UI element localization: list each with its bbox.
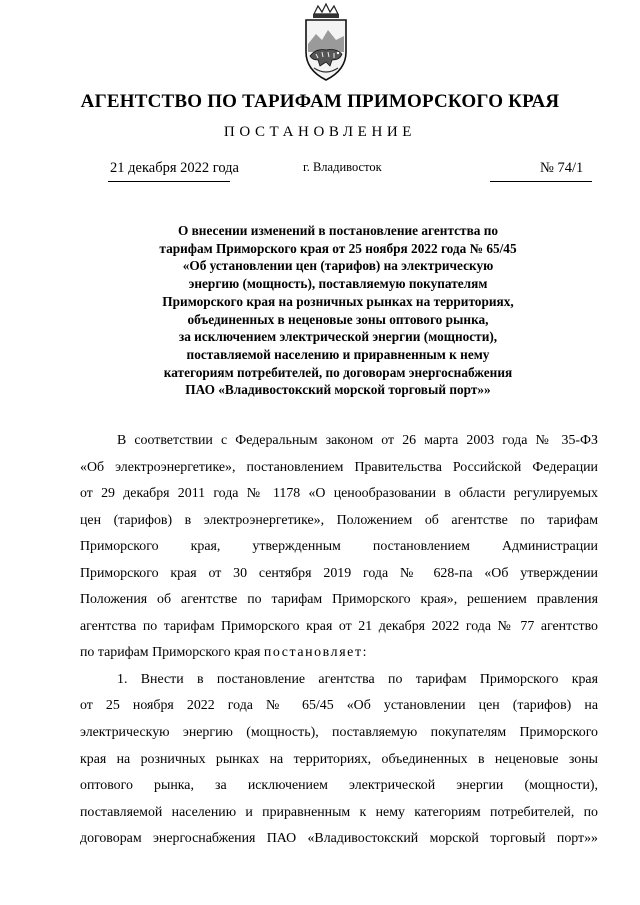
item1-line: договорам энергоснабжения ПАО «Владивостокский морской торговый порт»»: [80, 831, 598, 847]
item1-line: 1. Внести в постановление агентства по тарифам Приморского края: [117, 671, 598, 687]
subject-line: поставляемой населению и приравненным к нему: [186, 346, 490, 362]
preamble-final-line: [80, 640, 598, 667]
item1-line: электрическую энергию (мощность), поставляемую покупателям Приморского: [80, 725, 598, 741]
preamble-final-prefix: по тарифам Приморского края: [80, 645, 264, 661]
document-date: 21 декабря 2022 года: [110, 160, 239, 176]
preamble-line: от 29 декабря 2011 года № 1178 «О ценообразовании в области регулируемых: [80, 486, 598, 502]
document-subject: [100, 222, 576, 399]
item1-line: от 25 ноября 2022 года № 65/45 «Об установлении цен (тарифов) на: [80, 698, 598, 714]
preamble-line: В соответствии с Федеральным законом от 26 марта 2003 года № 35-ФЗ: [117, 433, 598, 448]
preamble-line: Приморского края, утвержденным постановлением Администрации: [80, 539, 598, 555]
agency-title: АГЕНТСТВО ПО ТАРИФАМ ПРИМОРСКОГО КРАЯ: [80, 91, 560, 112]
subject-line: Приморского края на розничных рынках на территориях,: [162, 293, 514, 309]
subject-line: энергию (мощность), поставляемую покупателям: [188, 276, 488, 292]
item1-line: края на розничных рынках на территориях, объединенных в неценовые зоны: [80, 751, 598, 767]
preamble-line: Положения об агентстве по тарифам Приморского края», решением правления: [80, 592, 598, 608]
preamble-line: Приморского края от 30 сентября 2019 года № 628-па «Об утверждении: [80, 565, 598, 581]
document-city: г. Владивосток: [303, 160, 382, 174]
preamble-line: агентства по тарифам Приморского края от 21 декабря 2022 года № 77 агентство: [80, 618, 598, 634]
document-type: ПОСТАНОВЛЕНИЕ: [223, 124, 417, 140]
primorsky-krai-coat-of-arms-icon: [296, 2, 356, 88]
document-body: [80, 428, 598, 853]
preamble-line: цен (тарифов) в электроэнергетике», Положением об агентстве по тарифам: [80, 512, 598, 528]
subject-line: О внесении изменений в постановление агентства по: [177, 223, 499, 238]
number-underline: [490, 181, 592, 182]
preamble-line: «Об электроэнергетике», постановлением Правительства Российской Федерации: [80, 459, 598, 475]
document-number: № 74/1: [540, 160, 584, 176]
subject-line: объединенных в неценовые зоны оптового рынка,: [187, 311, 489, 327]
subject-line: «Об установлении цен (тарифов) на электрическую: [182, 258, 494, 274]
subject-line: за исключением электрической энергии (мощности),: [178, 329, 498, 345]
subject-line: ПАО «Владивостокский морской торговый порт»»: [185, 382, 491, 398]
item1-line: поставляемой населению и приравненным к нему категориям потребителей, по: [80, 804, 598, 820]
item1-line: оптового рынка, за исключением электрической энергии (мощности),: [80, 778, 598, 794]
date-underline: [108, 181, 230, 182]
subject-line: тарифам Приморского края от 25 ноября 2022 года № 65/45: [159, 240, 517, 256]
resolves-word: постановляет:: [263, 645, 369, 661]
subject-line: категориям потребителей, по договорам энергоснабжения: [163, 364, 513, 380]
